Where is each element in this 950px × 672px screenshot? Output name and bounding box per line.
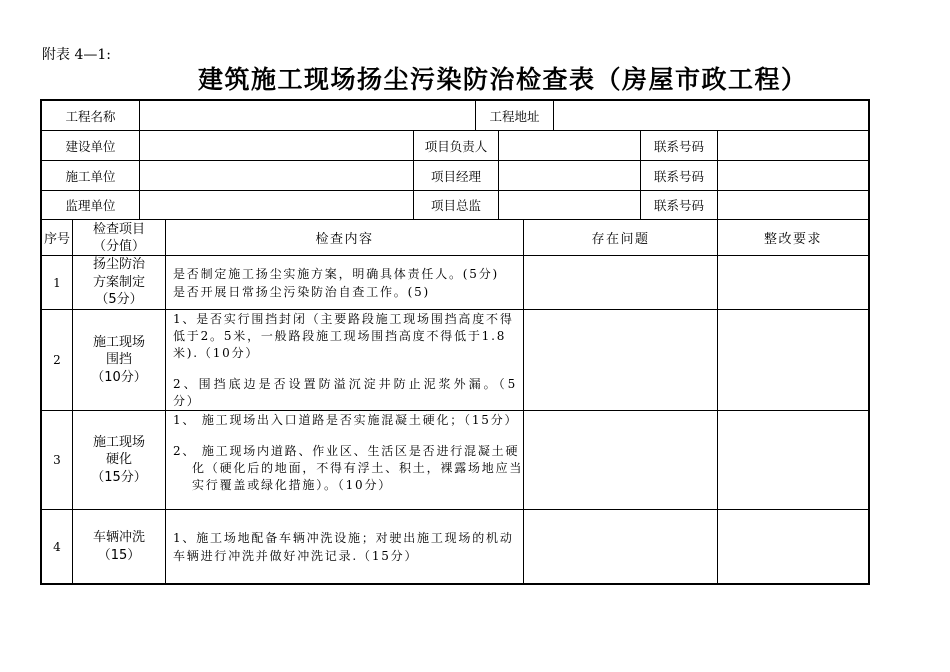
builder-contact-value (717, 130, 869, 161)
content-line: 是否开展日常扬尘污染防治自查工作。(5) (173, 284, 430, 299)
content-line: 1、施工场地配备车辆冲洗设施；对驶出施工现场的机动 (173, 530, 514, 545)
item-line: 方案制定 (92, 274, 145, 290)
row-1-seq: 1 (41, 255, 73, 310)
row-4-seq: 4 (41, 509, 73, 584)
item-line: 硬化 (105, 452, 132, 468)
item-line: （5分） (95, 292, 143, 308)
row-2-item (72, 309, 166, 411)
project-manager-value (498, 160, 641, 191)
row-3-content (165, 410, 524, 510)
content-line: 化（硬化后的地面，不得有浮土、积土，裸露场地应当 (192, 461, 524, 475)
constructor-contact-label: 联系号码 (640, 160, 718, 191)
column-header-item-line: （分值） (92, 238, 145, 254)
row-3-issues-cell (523, 410, 718, 510)
row-2-issues-cell (523, 309, 718, 411)
item-line: （15） (97, 547, 141, 563)
row-1-content (165, 255, 524, 310)
constructor-contact-value (717, 160, 869, 191)
row-1-issues-cell (523, 255, 718, 310)
item-line: 施工现场 (92, 434, 145, 450)
builder-contact-label: 联系号码 (640, 130, 718, 161)
column-header-item (72, 219, 166, 256)
builder-value (139, 130, 414, 161)
project-leader-value (498, 130, 641, 161)
project-leader-label: 项目负责人 (413, 130, 499, 161)
row-1-rectification-cell (717, 255, 869, 310)
content-line: 实行覆盖或绿化措施）。（10分） (192, 478, 393, 492)
content-line: 低于2。5米，一般路段施工现场围挡高度不得低于1.8 (173, 328, 507, 343)
row-2-seq: 2 (41, 309, 73, 411)
supervisor-label: 监理单位 (41, 190, 140, 220)
item-line: 施工现场 (92, 334, 145, 350)
row-3-seq: 3 (41, 410, 73, 510)
project-address-value (553, 100, 869, 131)
chief-supervisor-label: 项目总监 (413, 190, 499, 220)
project-manager-label: 项目经理 (413, 160, 499, 191)
constructor-label: 施工单位 (41, 160, 140, 191)
page-title: 建筑施工现场扬尘污染防治检查表（房屋市政工程） (198, 65, 808, 94)
chief-supervisor-value (498, 190, 641, 220)
content-line: 是否制定施工扬尘实施方案，明确具体责任人。(5分) (173, 266, 499, 281)
row-4-rectification-cell (717, 509, 869, 584)
content-line: 2、围挡底边是否设置防溢沉淀井防止泥浆外漏。（5 (173, 376, 519, 391)
item-line: （10分） (91, 369, 147, 385)
content-line: 1、是否实行围挡封闭（主要路段施工现场围挡高度不得 (173, 311, 514, 326)
constructor-value (139, 160, 414, 191)
content-line: 米).（10分） (173, 345, 260, 360)
column-header-seq: 序号 (41, 219, 73, 256)
paragraph-gap (173, 362, 523, 376)
paragraph-gap (173, 429, 523, 443)
content-line: 车辆进行冲洗并做好冲洗记录.（15分） (173, 548, 419, 563)
column-header-content: 检查内容 (165, 219, 524, 256)
column-header-item-line: 检查项目 (92, 221, 145, 237)
project-name-value (139, 100, 476, 131)
attachment-label: 附表 4—1: (42, 47, 111, 63)
project-address-label: 工程地址 (475, 100, 554, 131)
content-line: 1、 施工现场出入口道路是否实施混凝土硬化；（15分） (173, 413, 519, 427)
row-3-rectification-cell (717, 410, 869, 510)
supervisor-contact-value (717, 190, 869, 220)
project-name-label: 工程名称 (41, 100, 140, 131)
column-header-rectification: 整改要求 (717, 219, 869, 256)
row-4-issues-cell (523, 509, 718, 584)
item-line: （15分） (91, 469, 147, 485)
content-line: 分） (173, 393, 201, 408)
supervisor-value (139, 190, 414, 220)
row-3-item (72, 410, 166, 510)
builder-label: 建设单位 (41, 130, 140, 161)
row-2-rectification-cell (717, 309, 869, 411)
item-line: 围挡 (105, 352, 132, 368)
item-line: 车辆冲洗 (92, 530, 145, 545)
content-line: 2、 施工现场内道路、作业区、生活区是否进行混凝土硬 (173, 444, 520, 458)
row-1-item (72, 255, 166, 310)
supervisor-contact-label: 联系号码 (640, 190, 718, 220)
row-2-content (165, 309, 524, 411)
row-4-content (165, 509, 524, 584)
row-4-item (72, 509, 166, 584)
column-header-issues: 存在问题 (523, 219, 718, 256)
item-line: 扬尘防治 (92, 257, 145, 273)
